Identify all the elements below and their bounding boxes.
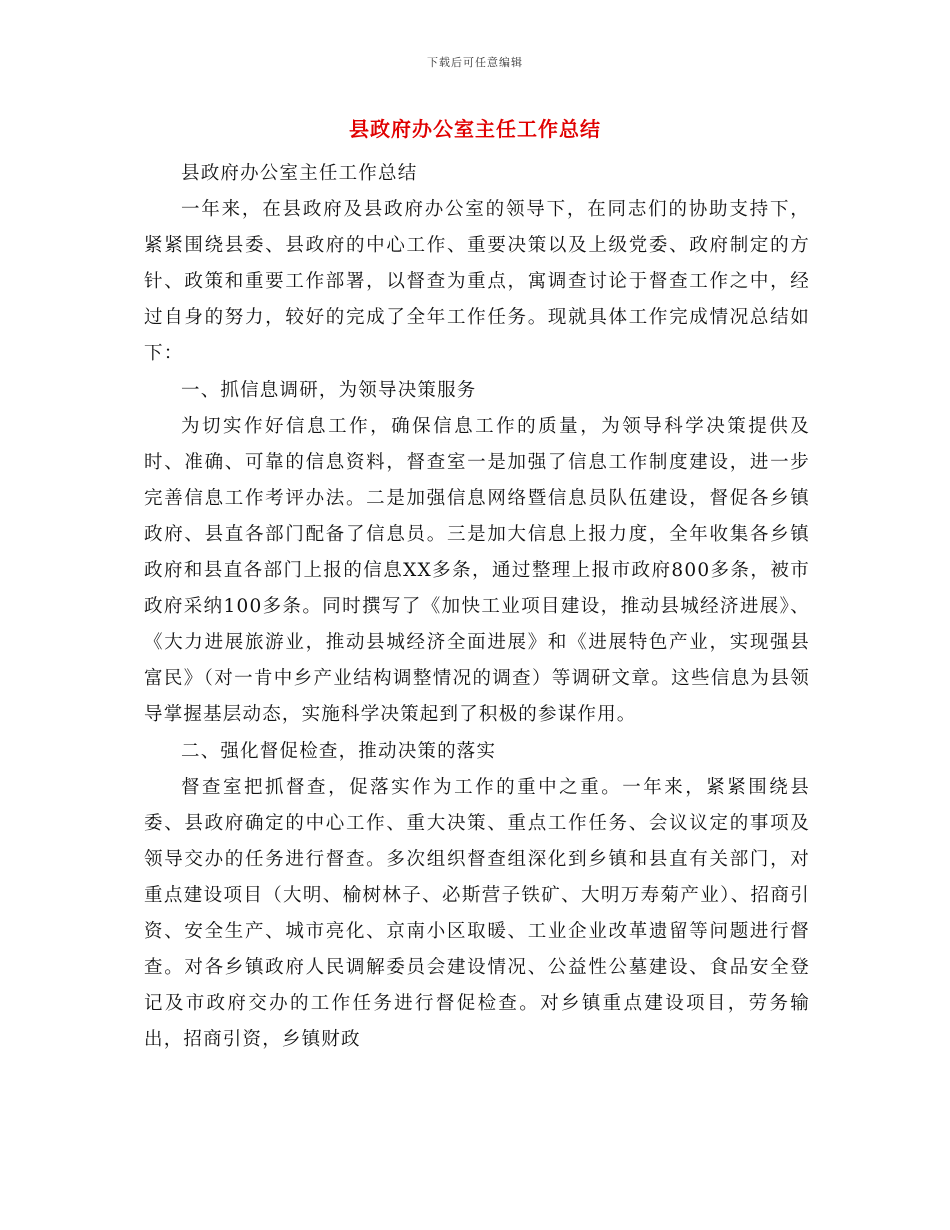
intro-paragraph: 一年来，在县政府及县政府办公室的领导下，在同志们的协助支持下，紧紧围绕县委、县政府的中心工作、重要决策以及上级党委、政府制定的方针、政策和重要工作部署，以督查为重点，寓调查讨论于督查工作之中，经过自身的努力，较好的完成了全年工作任务。现就具体工作完成情况总结如下： bbox=[144, 199, 810, 365]
document-body bbox=[144, 156, 810, 1058]
section-heading-1: 一、抓信息调研，为领导决策服务 bbox=[181, 379, 477, 401]
section-heading-2: 二、强化督促检查，推动决策的落实 bbox=[181, 740, 497, 762]
document-title: 县政府办公室主任工作总结 bbox=[349, 117, 601, 141]
subtitle-paragraph: 县政府办公室主任工作总结 bbox=[181, 163, 418, 184]
section-2-paragraph: 督查室把抓督查，促落实作为工作的重中之重。一年来，紧紧围绕县委、县政府确定的中心工作、重大决策、重点工作任务、会议议定的事项及领导交办的任务进行督查。多次组织督查组深化到乡镇和县直有关部门，对重点建设项目（大明、榆树林子、必斯营子铁矿、大明万寿菊产业）、招商引资、安全生产、城市亮化、京南小区取暖、工业企业改革遗留等问题进行督查。对各乡镇政府人民调解委员会建设情况、公益性公墓建设、食品安全登记及市政府交办的工作任务进行督促检查。对乡镇重点建设项目，劳务输出，招商引资，乡镇财政 bbox=[144, 776, 810, 1051]
header-note: 下载后可任意编辑 bbox=[427, 56, 523, 69]
section-1-paragraph: 为切实作好信息工作，确保信息工作的质量，为领导科学决策提供及时、准确、可靠的信息资料，督查室一是加强了信息工作制度建设，进一步完善信息工作考评办法。二是加强信息网络暨信息员队伍建设，督促各乡镇政府、县直各部门配备了信息员。三是加大信息上报力度，全年收集各乡镇政府和县直各部门上报的信息XX多条，通过整理上报市政府800多条，被市政府采纳100多条。同时撰写了《加快工业项目建设，推动县城经济进展》、《大力进展旅游业，推动县城经济全面进展》和《进展特色产业，实现强县富民》（对一肯中乡产业结构调整情况的调查）等调研文章。这些信息为县领导掌握基层动态，实施科学决策起到了积极的参谋作用。 bbox=[144, 415, 810, 726]
